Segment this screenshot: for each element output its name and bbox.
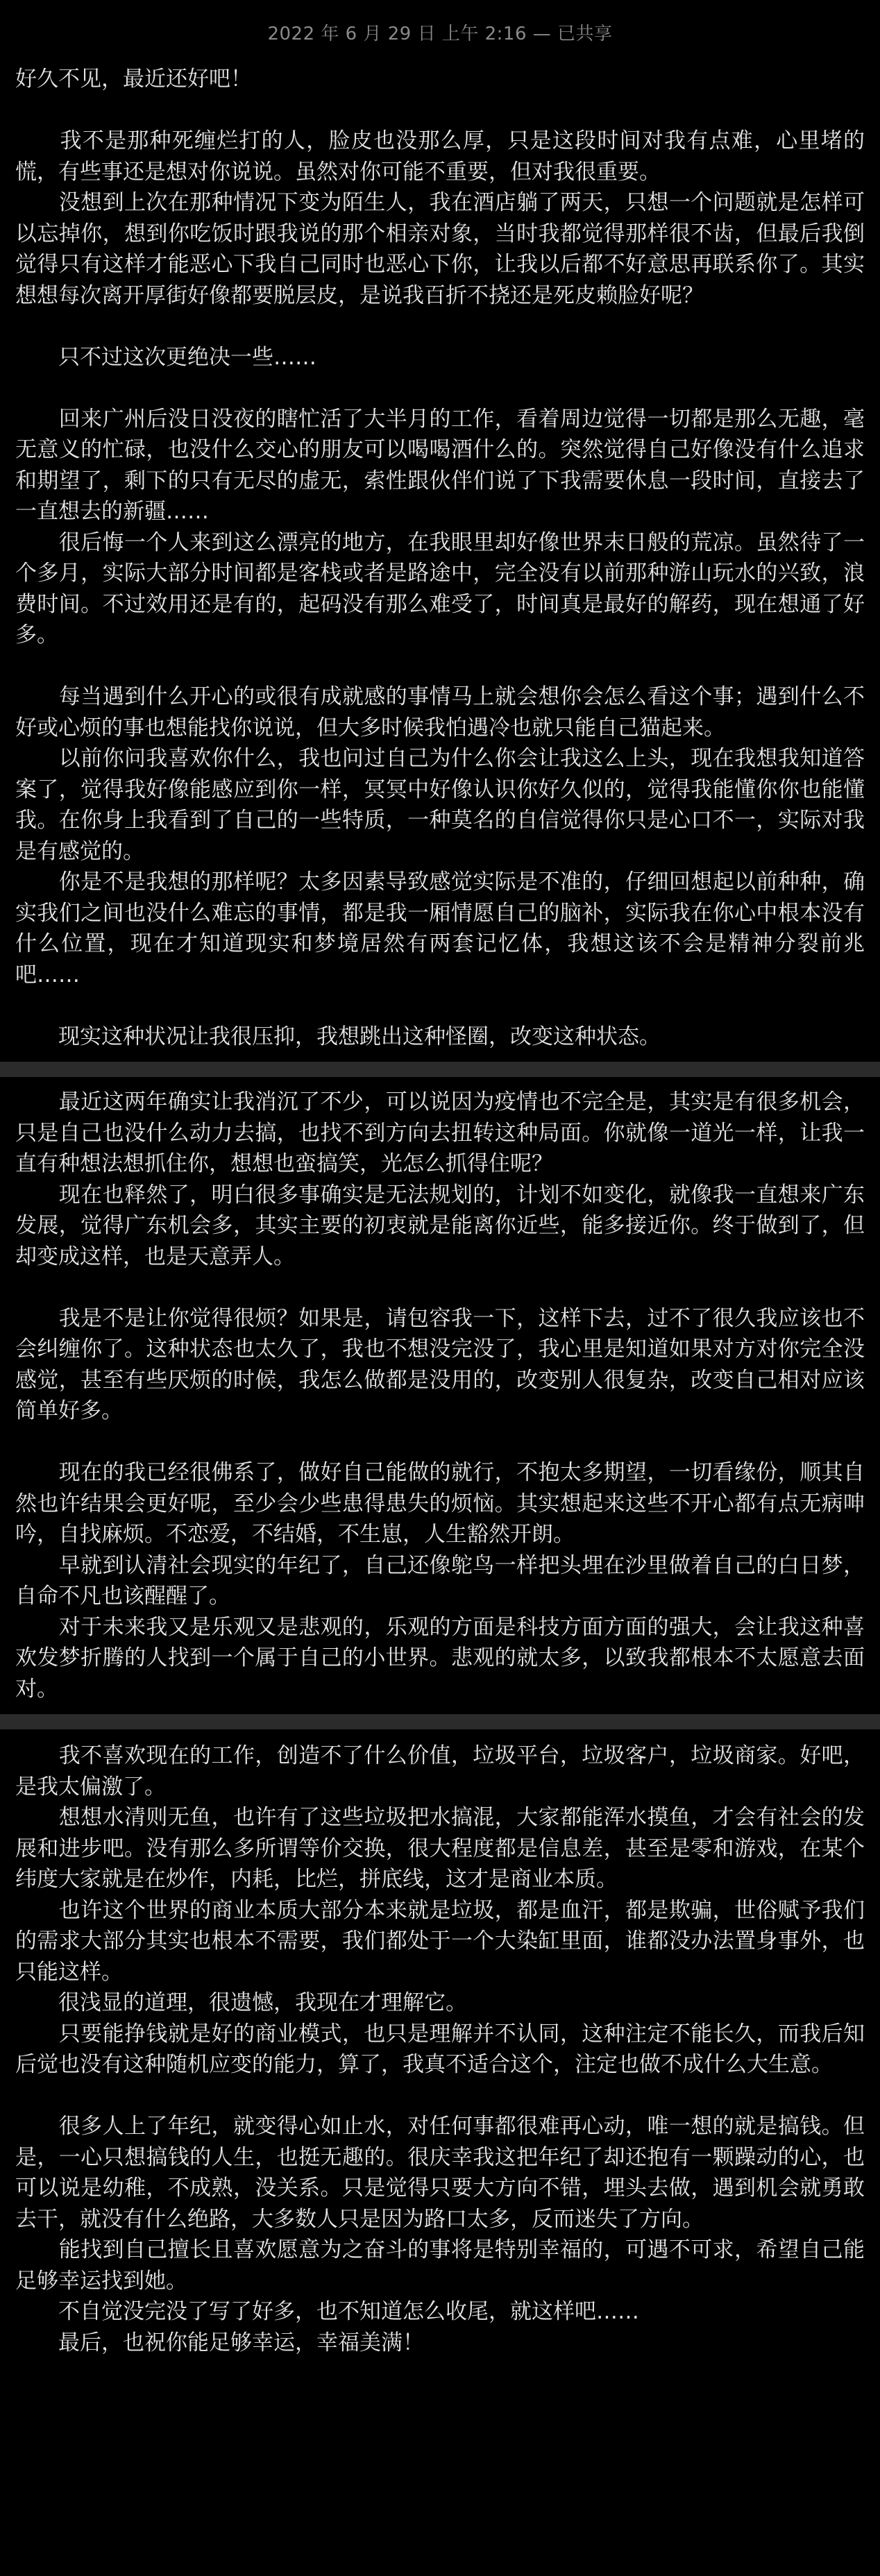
paragraph: 不自觉没完没了写了好多，也不知道怎么收尾，就这样吧…… [15, 2299, 639, 2324]
paragraph: 每当遇到什么开心的或很有成就感的事情马上就会想你会怎么看这个事；遇到什么不好或心烦的事也想能找你说说，但大多时候我怕遇冷也就只能自己猫起来。 [15, 684, 865, 740]
paragraph: 早就到认清社会现实的年纪了，自己还像鸵鸟一样把头埋在沙里做着自己的白日梦，自命不凡也该醒醒了。 [15, 1552, 865, 1609]
paragraph: 你是不是我想的那样呢？太多因素导致感觉实际是不准的，仔细回想起以前种种，确实我们之间也没什么难忘的事情，都是我一厢情愿自己的脑补，实际我在你心中根本没有什么位置，现在才知道现实和梦境居然有两套记忆体，我想这该不会是精神分裂前兆吧…… [15, 870, 865, 988]
paragraph: 也许这个世界的商业本质大部分本来就是垃圾，都是血汗，都是欺骗，世俗赋予我们的需求大部分其实也根本不需要，我们都处于一个大染缸里面，谁都没办法置身事外，也只能这样。 [15, 1897, 865, 1985]
note-section-2 [0, 1077, 880, 1704]
paragraph: 只要能挣钱就是好的商业模式，也只是理解并不认同，这种注定不能长久，而我后知后觉也没有这种随机应变的能力，算了，我真不适合这个，注定也做不成什么大生意。 [15, 2021, 865, 2077]
share-timestamp: 2022 年 6 月 29 日 上午 2:16 — 已共享 [267, 23, 613, 44]
blank-line [15, 95, 865, 126]
paragraph: 最近这两年确实让我消沉了不少，可以说因为疫情也不完全是，其实是有很多机会，只是自己也没什么动力去搞，也找不到方向去扭转这种局面。你就像一道光一样，让我一直有种想法想抓住你，想想也蛮搞笑，光怎么抓得住呢？ [15, 1090, 865, 1176]
section-divider [0, 1714, 880, 1729]
paragraph: 很多人上了年纪，就变得心如止水，对任何事都很难再心动，唯一想的就是搞钱。但是，一心只想搞钱的人生，也挺无趣的。很庆幸我这把年纪了却还抱有一颗躁动的心，也可以说是幼稚，不成熟，没关系。只是觉得只要大方向不错，埋头去做，遇到机会就勇敢去干，就没有什么绝路，大多数人只是因为路口太多，反而迷失了方向。 [15, 2114, 865, 2232]
note-section-3 [0, 1729, 880, 2358]
paragraph: 现实这种状况让我很压抑，我想跳出这种怪圈，改变这种状态。 [15, 1024, 661, 1049]
paragraph: 以前你问我喜欢你什么，我也问过自己为什么你会让我这么上头，现在我想我知道答案了，觉得我好像能感应到你一样，冥冥中好像认识你好久似的，觉得我能懂你你也能懂我。在你身上我看到了自己的一些特质，一种莫名的自信觉得你只是心口不一，实际对我是有感觉的。 [15, 746, 865, 864]
paragraph: 很后悔一个人来到这么漂亮的地方，在我眼里却好像世界末日般的荒凉。虽然待了一个多月，实际大部分时间都是客栈或者是路途中，完全没有以前那种游山玩水的兴致，浪费时间。不过效用还是有的，起码没有那么难受了，时间真是最好的解药，现在想通了好多。 [15, 529, 865, 647]
paragraph: 只不过这次更绝决一些…… [15, 344, 316, 370]
paragraph: 我不喜欢现在的工作，创造不了什么价值，垃圾平台，垃圾客户，垃圾商家。好吧，是我太偏激了。 [15, 1743, 865, 1799]
paragraph: 想想水清则无鱼，也许有了这些垃圾把水搞混，大家都能浑水摸鱼，才会有社会的发展和进步吧。没有那么多所谓等价交换，很大程度都是信息差，甚至是零和游戏，在某个纬度大家就是在炒作，内耗，比烂，拼底线，这才是商业本质。 [15, 1805, 865, 1892]
paragraph: 没想到上次在那种情况下变为陌生人，我在酒店躺了两天，只想一个问题就是怎样可以忘掉你，想到你吃饭时跟我说的那个相亲对象，当时我都觉得那样很不齿，但最后我倒觉得只有这样才能恶心下我自己同时也恶心下你，让我以后都不好意思再联系你了。其实想想每次离开厚街好像都要脱层皮，是说我百折不挠还是死皮赖脸好呢？ [15, 190, 865, 308]
paragraph: 最后，也祝你能足够幸运，幸福美满！ [15, 2330, 424, 2355]
blank-line [15, 1272, 865, 1303]
blank-line [15, 990, 865, 1022]
paragraph: 好久不见，最近还好吧！ [15, 67, 252, 92]
section-divider [0, 1062, 880, 1077]
blank-line [15, 651, 865, 682]
paragraph: 现在的我已经很佛系了，做好自己能做的就行，不抱太多期望，一切看缘份，顺其自然也许结果会更好呢，至少会少些患得患失的烦恼。其实想起来这些不开心都有点无病呻吟，自找麻烦。不恋爱，不结婚，不生崽，人生豁然开朗。 [15, 1460, 865, 1547]
blank-line [15, 311, 865, 342]
paragraph: 很浅显的道理，很遗憾，我现在才理解它。 [15, 1990, 467, 2015]
paragraph: 能找到自己擅长且喜欢愿意为之奋斗的事将是特别幸福的，可遇不可求，希望自己能足够幸运找到她。 [15, 2237, 865, 2294]
paragraph: 我不是那种死缠烂打的人，脸皮也没那么厚，只是这段时间对我有点难，心里堵的慌，有些事还是想对你说说。虽然对你可能不重要，但对我很重要。 [15, 128, 865, 185]
note-section-1 [0, 64, 880, 1052]
paragraph: 现在也释然了，明白很多事确实是无法规划的，计划不如变化，就像我一直想来广东发展，觉得广东机会多，其实主要的初衷就是能离你近些，能多接近你。终于做到了，但却变成这样，也是天意弄人。 [15, 1182, 865, 1269]
blank-line [15, 373, 865, 404]
blank-line [15, 2081, 865, 2112]
paragraph: 对于未来我又是乐观又是悲观的，乐观的方面是科技方面方面的强大，会让我这种喜欢发梦折腾的人找到一个属于自己的小世界。悲观的就太多，以致我都根本不太愿意去面对。 [15, 1614, 865, 1702]
paragraph: 回来广州后没日没夜的瞎忙活了大半月的工作，看着周边觉得一切都是那么无趣，毫无意义的忙碌，也没什么交心的朋友可以喝喝酒什么的。突然觉得自己好像没有什么追求和期望了，剩下的只有无尽的虚无，索性跟伙伴们说了下我需要休息一段时间，直接去了一直想去的新疆…… [15, 406, 865, 524]
paragraph: 我是不是让你觉得很烦？如果是，请包容我一下，这样下去，过不了很久我应该也不会纠缠你了。这种状态也太久了，我也不想没完没了，我心里是知道如果对方对你完全没感觉，甚至有些厌烦的时候，我怎么做都是没用的，改变别人很复杂，改变自己相对应该简单好多。 [15, 1305, 865, 1423]
blank-line [15, 1427, 865, 1458]
